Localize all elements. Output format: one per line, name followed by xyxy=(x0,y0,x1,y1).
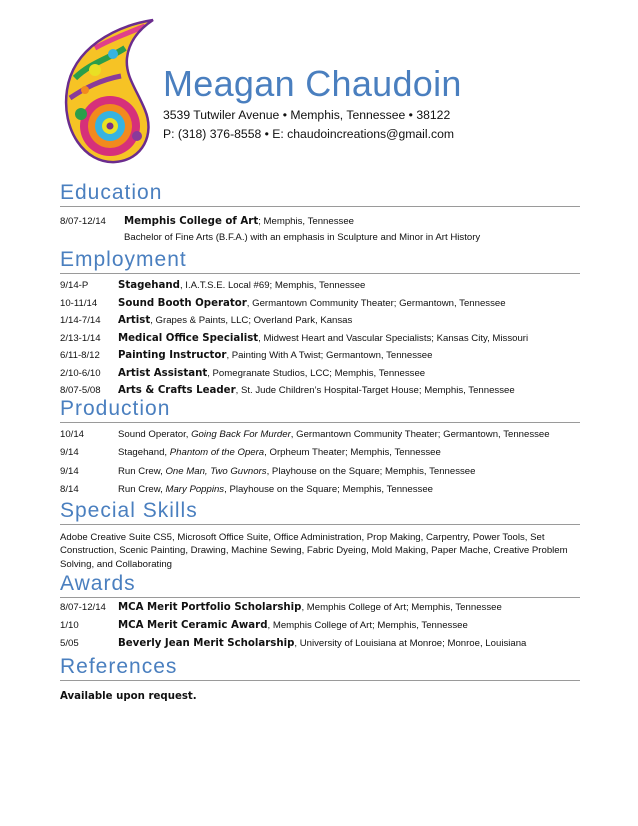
awards-detail: , Memphis College of Art; Memphis, Tennessee xyxy=(301,602,502,613)
education-heading: Education xyxy=(60,181,163,204)
production-show: Phantom of the Opera xyxy=(169,447,265,459)
awards-date: 8/07-12/14 xyxy=(60,602,106,613)
awards-title: MCA Merit Portfolio Scholarship xyxy=(118,602,302,613)
references-heading: References xyxy=(60,655,178,678)
awards-heading: Awards xyxy=(60,572,136,595)
education-school: Memphis College of Art xyxy=(124,216,259,227)
education-entry xyxy=(124,216,354,228)
production-heading: Production xyxy=(60,397,171,420)
employment-entry xyxy=(118,315,352,327)
production-show: One Man, Two Guvnors xyxy=(165,465,267,477)
production-rule xyxy=(60,422,580,423)
awards-title: MCA Merit Ceramic Award xyxy=(118,619,268,631)
employment-rule xyxy=(60,273,580,274)
paisley-logo xyxy=(55,18,160,166)
employment-detail: , I.A.T.S.E. Local #69; Memphis, Tennessee xyxy=(179,280,366,291)
production-date: 9/14 xyxy=(60,465,79,477)
employment-detail: , Painting With A Twist; Germantown, Tennessee xyxy=(226,350,433,361)
production-date: 10/14 xyxy=(60,429,85,440)
skills-text: Adobe Creative Suite CS5, Microsoft Office Suite, Office Administration, Prop Making, Carpentry, Power Tools, Set Construction, Scenic Painting, Drawing, Machine Sewing, Fabric Dyeing, Mold Making, Paper Mache, Creative Problem Solving, and Collaborating xyxy=(60,532,568,570)
employment-detail: , Midwest Heart and Vascular Specialists; Kansas City, Missouri xyxy=(258,332,529,344)
employment-date: 6/11-8/12 xyxy=(60,350,100,361)
employment-detail: , St. Jude Children’s Hospital-Target House; Memphis, Tennessee xyxy=(235,385,515,396)
education-date: 8/07-12/14 xyxy=(60,216,106,227)
contact-line: P: (318) 376-8558 • E: chaudoincreations@gmail.com xyxy=(163,127,455,141)
production-entry xyxy=(118,447,441,459)
employment-entry xyxy=(118,368,425,380)
employment-detail: , Grapes & Paints, LLC; Overland Park, Kansas xyxy=(150,315,353,326)
awards-detail: , University of Louisiana at Monroe; Monroe, Louisiana xyxy=(294,637,527,649)
production-date: 8/14 xyxy=(60,483,79,495)
employment-heading: Employment xyxy=(60,248,187,271)
employment-date: 1/14-7/14 xyxy=(60,315,101,326)
employment-title: Artist Assistant xyxy=(118,367,208,379)
awards-entry xyxy=(118,620,468,632)
references-text: Available upon request. xyxy=(60,691,197,702)
production-role: Run Crew, xyxy=(118,483,166,495)
awards-entry xyxy=(118,602,502,614)
awards-date: 1/10 xyxy=(60,619,79,631)
production-date: 9/14 xyxy=(60,447,79,459)
production-detail: , Playhouse on the Square; Memphis, Tennessee xyxy=(266,465,476,477)
production-role: Run Crew, xyxy=(118,465,166,477)
employment-date: 10-11/14 xyxy=(60,297,98,309)
education-rule xyxy=(60,206,580,207)
employment-entry xyxy=(118,280,365,292)
awards-entry xyxy=(118,638,526,650)
employment-date: 9/14-P xyxy=(60,280,89,291)
employment-title: Artist xyxy=(118,315,151,326)
applicant-name: Meagan Chaudoin xyxy=(163,63,462,104)
employment-entry xyxy=(118,298,506,310)
employment-entry xyxy=(118,385,515,397)
production-detail: , Orpheum Theater; Memphis, Tennessee xyxy=(264,447,441,459)
employment-date: 8/07-5/08 xyxy=(60,385,101,396)
production-entry xyxy=(118,484,433,496)
production-show: Going Back For Murder xyxy=(191,429,291,440)
employment-detail: , Pomegranate Studios, LCC; Memphis, Tennessee xyxy=(207,367,426,379)
production-show: Mary Poppins xyxy=(165,483,225,495)
production-detail: , Germantown Community Theater; Germantown, Tennessee xyxy=(290,429,550,440)
production-entry xyxy=(118,429,550,441)
skills-heading: Special Skills xyxy=(60,499,198,522)
employment-title: Medical Office Specialist xyxy=(118,332,259,344)
production-role: Sound Operator, xyxy=(118,429,192,440)
awards-date: 5/05 xyxy=(60,637,79,649)
references-row xyxy=(60,691,197,703)
employment-entry xyxy=(118,333,528,345)
employment-date: 2/10-6/10 xyxy=(60,367,101,379)
employment-detail: , Germantown Community Theater; Germantown, Tennessee xyxy=(246,297,506,309)
production-role: Stagehand, xyxy=(118,447,170,459)
awards-title: Beverly Jean Merit Scholarship xyxy=(118,637,295,649)
employment-entry xyxy=(118,350,432,362)
skills-rule xyxy=(60,524,580,525)
employment-title: Sound Booth Operator xyxy=(118,297,247,309)
employment-title: Stagehand xyxy=(118,280,180,291)
awards-detail: , Memphis College of Art; Memphis, Tennessee xyxy=(267,619,468,631)
production-entry xyxy=(118,466,475,478)
employment-date: 2/13-1/14 xyxy=(60,332,101,344)
address-line: 3539 Tutwiler Avenue • Memphis, Tennessee • 38122 xyxy=(163,108,451,122)
education-degree: Bachelor of Fine Arts (B.F.A.) with an emphasis in Sculpture and Minor in Art History xyxy=(124,232,481,243)
employment-title: Arts & Crafts Leader xyxy=(118,385,236,396)
awards-rule xyxy=(60,597,580,598)
employment-title: Painting Instructor xyxy=(118,350,227,361)
education-location: ; Memphis, Tennessee xyxy=(258,216,354,227)
production-detail: , Playhouse on the Square; Memphis, Tennessee xyxy=(224,483,433,495)
references-rule xyxy=(60,680,580,681)
